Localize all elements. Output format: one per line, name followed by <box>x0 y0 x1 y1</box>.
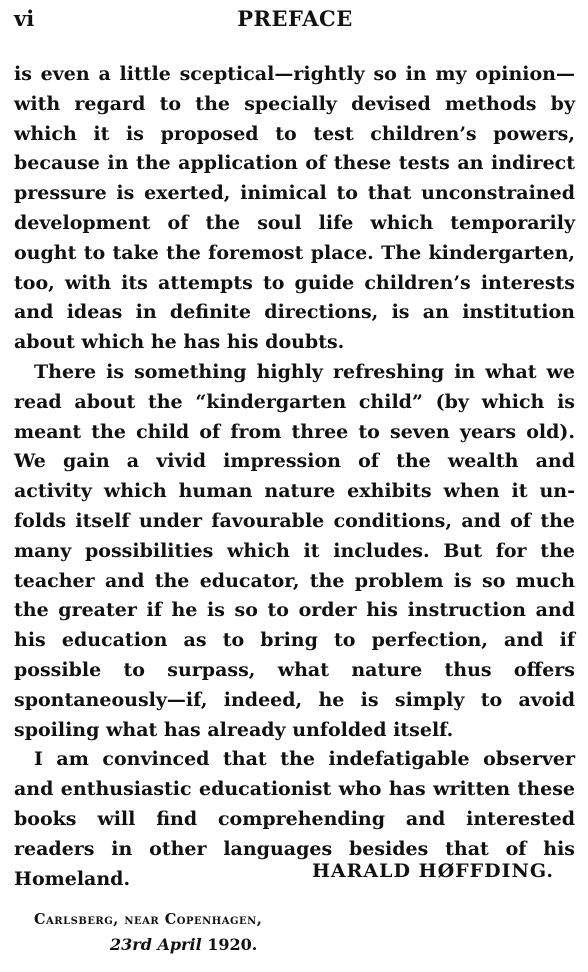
page-header <box>14 6 576 34</box>
page-number: vi <box>14 6 35 31</box>
dateline-date <box>110 935 257 954</box>
paragraph: I am convinced that the indefatigable observer and enthusiastic educationist who has written these books will find comprehending and interested readers in other languages besides that of his Homeland. <box>14 748 575 890</box>
dateline-year: 1920. <box>207 935 258 954</box>
author-signature: HARALD HØFFDING. <box>311 860 554 882</box>
dateline-place: Carlsberg, near Copenhagen, <box>34 911 263 928</box>
running-title: PREFACE <box>237 6 353 31</box>
preface-body <box>14 60 575 894</box>
paragraph: There is something highly refreshing in what we read about the “kindergarten child” (by which is meant the child of from three to seven years old). We gain a vivid impression of the wealth and activity which human nature exhibits when it unfolds itself under favourable conditions, and of the many possibilities which it includes. But for the teacher and the educator, the problem is so much the greater if he is so to order his instruction and his education as to bring to perfection, and if possible to surpass, what nature thus offers spontaneously—if, indeed, he is simply to avoid spoiling what has already unfolded itself. <box>14 360 575 741</box>
dateline-day: 23rd April <box>110 935 202 954</box>
paragraph-continued: is even a little sceptical—rightly so in my opinion—with regard to the specially devised methods by which it is proposed to test children’s powers, because in the application of these tests an indirect pressure is exerted, inimical to that unconstrained development of the soul life which temporarily ought to take the foremost place. The kindergarten, too, with its attempts to guide children’s interests and ideas in definite directions, is an institution about which he has his doubts. <box>14 63 575 354</box>
